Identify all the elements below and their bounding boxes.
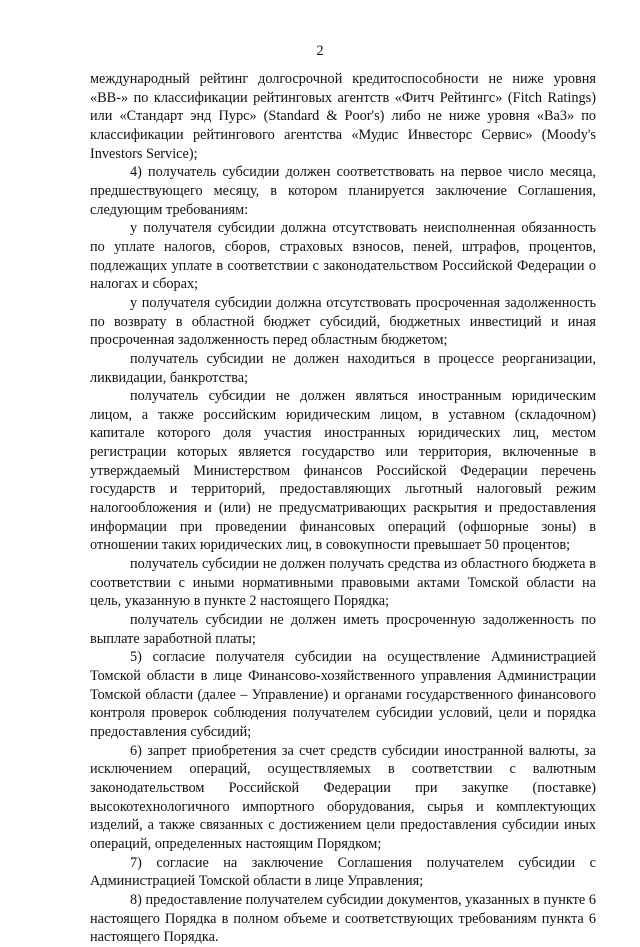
paragraph-item-8: 8) предоставление получателем субсидии документов, указанных в пункте 6 настоящего Порядка в полном объеме и соответствующих требованиям пункта 6 настоящего Порядка.	[90, 891, 596, 946]
paragraph-no-other-funds: получатель субсидии не должен получать средства из областного бюджета в соответствии с иными нормативными правовыми актами Томской области на цель, указанную в пункте 2 настоящего Порядка;	[90, 556, 596, 610]
paragraph-no-tax-debt: у получателя субсидии должна отсутствовать неисполненная обязанность по уплате налогов, сборов, страховых взносов, пеней, штрафов, процентов, подлежащих уплате в соответствии с законодательством Российской Федерации о налогах и сборах;	[90, 220, 596, 293]
paragraph-not-foreign-entity: получатель субсидии не должен являться иностранным юридическим лицом, а также российским юридическим лицом, в уставном (складочном) капитале которого доля участия иностранных юридических лиц, местом регистрации которых является государство или территория, включенные в утверждаемый Министерством финансов Российской Федерации перечень государств и территорий, предоставляющих льготный налоговый режим налогообложения и (или) не предусматривающих раскрытия и предоставления информации при проведении финансовых операций (офшорные зоны) в отношении таких юридических лиц, в совокупности превышает 50 процентов;	[90, 388, 596, 554]
paragraph-no-wage-arrears: получатель субсидии не должен иметь просроченную задолженность по выплате заработной платы;	[90, 612, 596, 647]
paragraph-item-7: 7) согласие на заключение Соглашения получателем субсидии с Администрацией Томской области в лице Управления;	[90, 854, 596, 890]
paragraph-no-overdue-debt: у получателя субсидии должна отсутствовать просроченная задолженность по возврату в областной бюджет субсидий, бюджетных инвестиций и иная просроченная задолженность перед областным бюджетом;	[90, 294, 596, 349]
document-body	[90, 70, 596, 947]
paragraph-rating-continuation: международный рейтинг долгосрочной кредитоспособности не ниже уровня «ВВ-» по классификации рейтинговых агентств «Фитч Рейтингс» (Fitch Ratings) или «Стандарт энд Пурс» (Standard & Poor's) либо не ниже уровня «Ва3» по классификации рейтингового агентства «Мудис Инвесторс Сервис» (Moody's Investors Service);	[90, 71, 596, 162]
paragraph-no-reorganization: получатель субсидии не должен находиться в процессе реорганизации, ликвидации, банкротства;	[90, 350, 596, 386]
page-number: 2	[316, 43, 324, 59]
paragraph-item-6: 6) запрет приобретения за счет средств субсидии иностранной валюты, за исключением операций, осуществляемых в соответствии с валютным законодательством Российской Федерации при закупке (поставке) высокотехнологичного импортного оборудования, сырья и комплектующих изделий, а также связанных с достижением цели предоставления субсидии иных операций, определенных настоящим Порядком;	[90, 742, 596, 852]
paragraph-item-5: 5) согласие получателя субсидии на осуществление Администрацией Томской области в лице Финансово-хозяйственного управления Администрации Томской области (далее – Управление) и органами государственного финансового контроля проверок соблюдения получателем субсидии условий, цели и порядка предоставления субсидий;	[90, 649, 596, 740]
paragraph-item-4: 4) получатель субсидии должен соответствовать на первое число месяца, предшествующего месяцу, в котором планируется заключение Соглашения, следующим требованиям:	[90, 164, 596, 218]
